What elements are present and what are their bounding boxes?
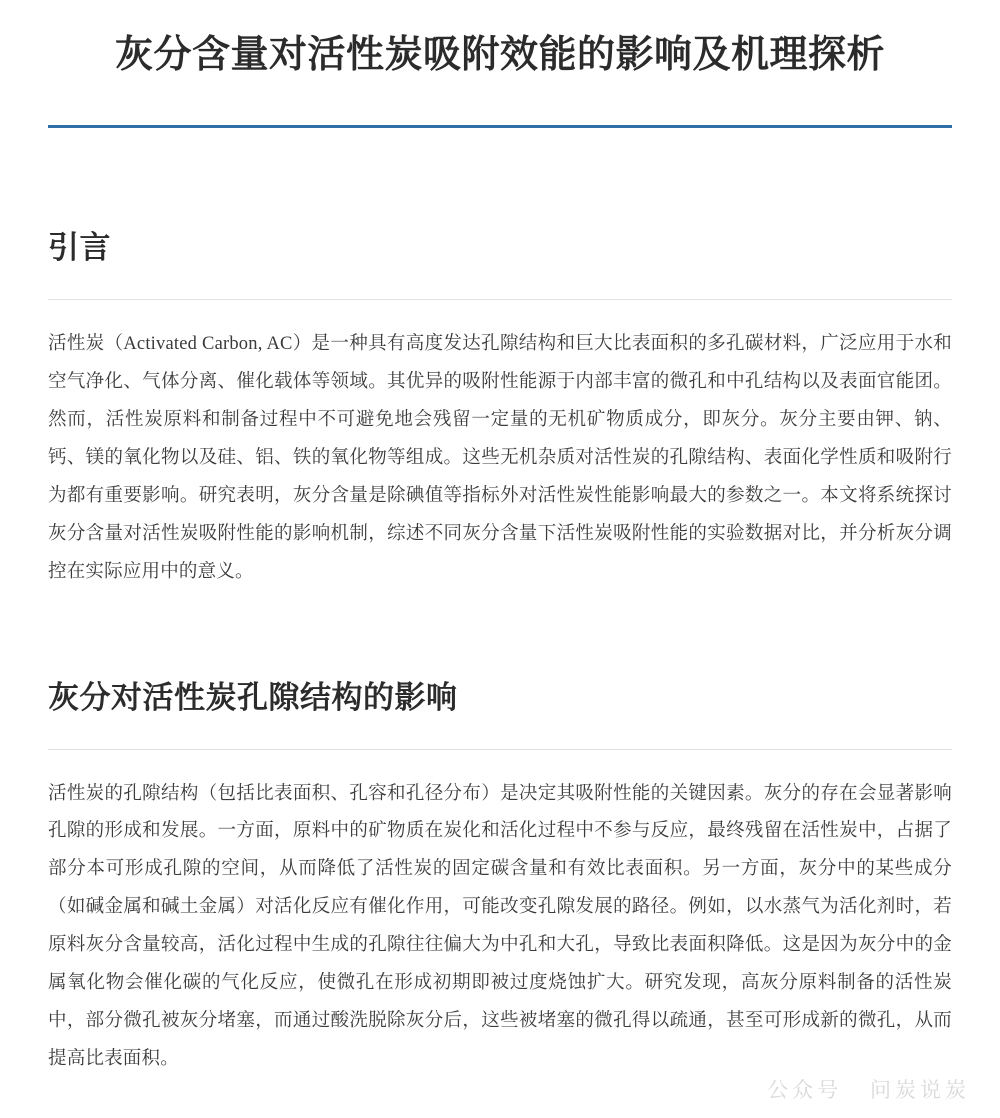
section-introduction xyxy=(48,128,952,591)
section-pore-structure xyxy=(48,592,952,1079)
page-title: 灰分含量对活性炭吸附效能的影响及机理探析 xyxy=(114,34,885,76)
watermark-account-name: 问炭说炭 xyxy=(870,1079,970,1102)
paragraph-pore-structure-1: 活性炭的孔隙结构（包括比表面积、孔容和孔径分布）是决定其吸附性能的关键因素。灰分的存在会显著影响孔隙的形成和发展。一方面，原料中的矿物质在炭化和活化过程中不参与反应，最终残留在活性炭中，占据了部分本可形成孔隙的空间，从而降低了活性炭的固定碳含量和有效比表面积。另一方面，灰分中的某些成分（如碱金属和碱土金属）对活化反应有催化作用，可能改变孔隙发展的路径。例如，以水蒸气为活化剂时，若原料灰分含量较高，活化过程中生成的孔隙往往偏大为中孔和大孔，导致比表面积降低。这是因为灰分中的金属氧化物会催化碳的气化反应，使微孔在形成初期即被过度烧蚀扩大。研究发现，高灰分原料制备的活性炭中，部分微孔被灰分堵塞，而通过酸洗脱除灰分后，这些被堵塞的微孔得以疏通，甚至可形成新的微孔，从而提高比表面积。 xyxy=(48,783,952,1069)
section-heading-introduction: 引言 xyxy=(48,230,111,266)
section-heading-pore-structure: 灰分对活性炭孔隙结构的影响 xyxy=(48,679,458,715)
watermark-label: 公众号 xyxy=(767,1079,843,1102)
paragraph-introduction-1: 活性炭（Activated Carbon, AC）是一种具有高度发达孔隙结构和巨大比表面积的多孔碳材料，广泛应用于水和空气净化、气体分离、催化载体等领域。其优异的吸附性能源于内部丰富的微孔和中孔结构以及表面官能团。然而，活性炭原料和制备过程中不可避免地会残留一定量的无机矿物质成分，即灰分。灰分主要由钾、钠、钙、镁的氧化物以及硅、铝、铁的氧化物等组成。这些无机杂质对活性炭的孔隙结构、表面化学性质和吸附行为都有重要影响。研究表明，灰分含量是除碘值等指标外对活性炭性能影响最大的参数之一。本文将系统探讨灰分含量对活性炭吸附性能的影响机制，综述不同灰分含量下活性炭吸附性能的实验数据对比，并分析灰分调控在实际应用中的意义。 xyxy=(48,334,952,582)
